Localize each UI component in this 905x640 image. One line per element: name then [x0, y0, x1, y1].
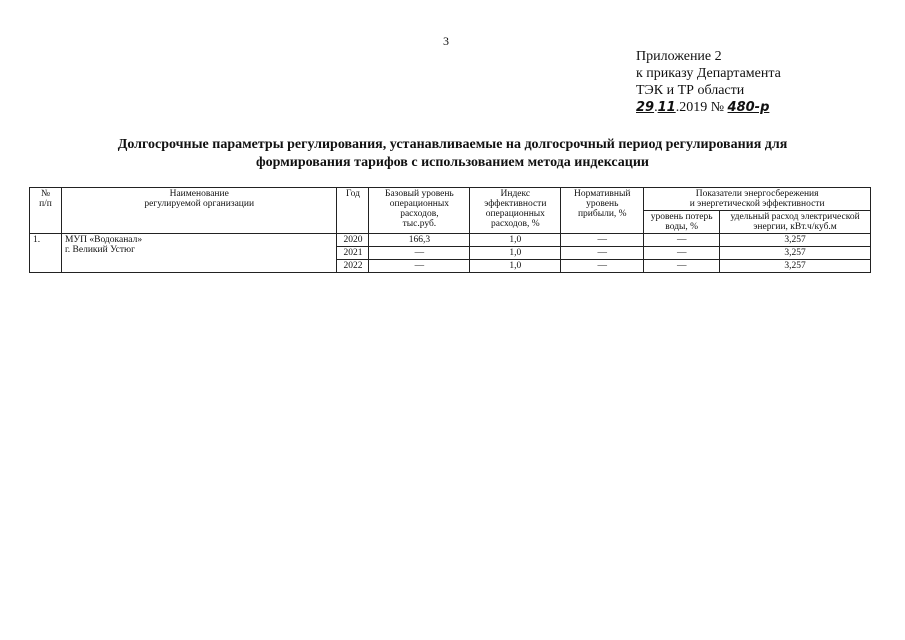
organization-name	[61, 234, 337, 273]
header-norm-line-1: Нормативный	[574, 189, 631, 199]
cell-base-level: —	[369, 247, 470, 260]
appendix-line-1: Приложение 2	[636, 49, 722, 64]
row-number: 1.	[30, 234, 62, 273]
header-org-line-1: Наименование	[169, 189, 229, 199]
table-row	[30, 234, 871, 247]
header-norm-line-2: уровень	[586, 199, 619, 209]
header-index-line-1: Индекс	[500, 189, 531, 199]
header-row-1	[30, 188, 871, 211]
cell-water-loss: —	[644, 234, 720, 247]
order-month: 11	[657, 100, 676, 115]
order-number: 480-р	[727, 100, 770, 115]
header-spec-line-1: удельный расход электрической	[730, 212, 860, 222]
header-energy-indicators	[644, 188, 871, 211]
document-title	[60, 136, 845, 172]
header-base-line-4: тыс.руб.	[402, 219, 437, 229]
header-base-level	[369, 188, 470, 234]
title-line-1: Долгосрочные параметры регулирования, устанавливаемые на долгосрочный период регулирования для	[117, 137, 788, 152]
cell-normative-profit: —	[561, 247, 644, 260]
header-loss-line-1: уровень потерь	[650, 212, 713, 222]
cell-year: 2021	[337, 247, 369, 260]
organization-location: г. Великий Устюг	[64, 245, 136, 255]
cell-efficiency-index: 1,0	[470, 260, 561, 273]
cell-normative-profit: —	[561, 260, 644, 273]
header-base-line-1: Базовый уровень	[385, 189, 454, 199]
cell-water-loss: —	[644, 260, 720, 273]
header-base-line-3: расходов,	[400, 209, 439, 219]
header-water-loss	[644, 211, 720, 234]
appendix-line-3: ТЭК и ТР области	[636, 83, 745, 98]
cell-year: 2020	[337, 234, 369, 247]
header-index-line-3: операционных	[485, 209, 545, 219]
cell-base-level: 166,3	[369, 234, 470, 247]
header-num	[30, 188, 62, 234]
cell-efficiency-index: 1,0	[470, 247, 561, 260]
appendix-block	[636, 48, 781, 116]
header-loss-line-2: воды, %	[665, 222, 699, 232]
header-org	[61, 188, 337, 234]
header-energy-line-2: и энергетической эффективности	[689, 199, 825, 209]
header-spec-line-2: энергии, кВт.ч/куб.м	[753, 222, 837, 232]
header-energy-line-1: Показатели энергосбережения	[695, 189, 819, 199]
header-norm-line-3: прибыли, %	[577, 209, 627, 219]
organization-name-line-1: МУП «Водоканал»	[64, 235, 143, 245]
header-org-line-2: регулируемой организации	[144, 199, 255, 209]
title-line-2: формирования тарифов с использованием метода индексации	[256, 155, 649, 170]
cell-specific-consumption: 3,257	[720, 234, 871, 247]
header-specific-consumption	[720, 211, 871, 234]
header-index-line-4: расходов, %	[490, 219, 540, 229]
cell-water-loss: —	[644, 247, 720, 260]
cell-year: 2022	[337, 260, 369, 273]
header-base-line-2: операционных	[389, 199, 450, 209]
order-day: 29	[636, 100, 655, 115]
page-number: 3	[443, 34, 449, 48]
cell-efficiency-index: 1,0	[470, 234, 561, 247]
header-num-line-1: №	[40, 189, 51, 199]
header-efficiency-index	[470, 188, 561, 234]
cell-specific-consumption: 3,257	[720, 247, 871, 260]
appendix-line-2: к приказу Департамента	[636, 66, 781, 81]
header-normative-profit	[561, 188, 644, 234]
cell-specific-consumption: 3,257	[720, 260, 871, 273]
cell-base-level: —	[369, 260, 470, 273]
cell-normative-profit: —	[561, 234, 644, 247]
parameters-table	[29, 187, 871, 273]
header-index-line-2: эффективности	[484, 199, 547, 209]
order-year: .2019 №	[675, 100, 725, 115]
header-year: Год	[337, 188, 369, 234]
header-num-line-2: п/п	[39, 199, 52, 209]
appendix-date-line: 29.11.2019 № 480-р	[636, 100, 770, 115]
